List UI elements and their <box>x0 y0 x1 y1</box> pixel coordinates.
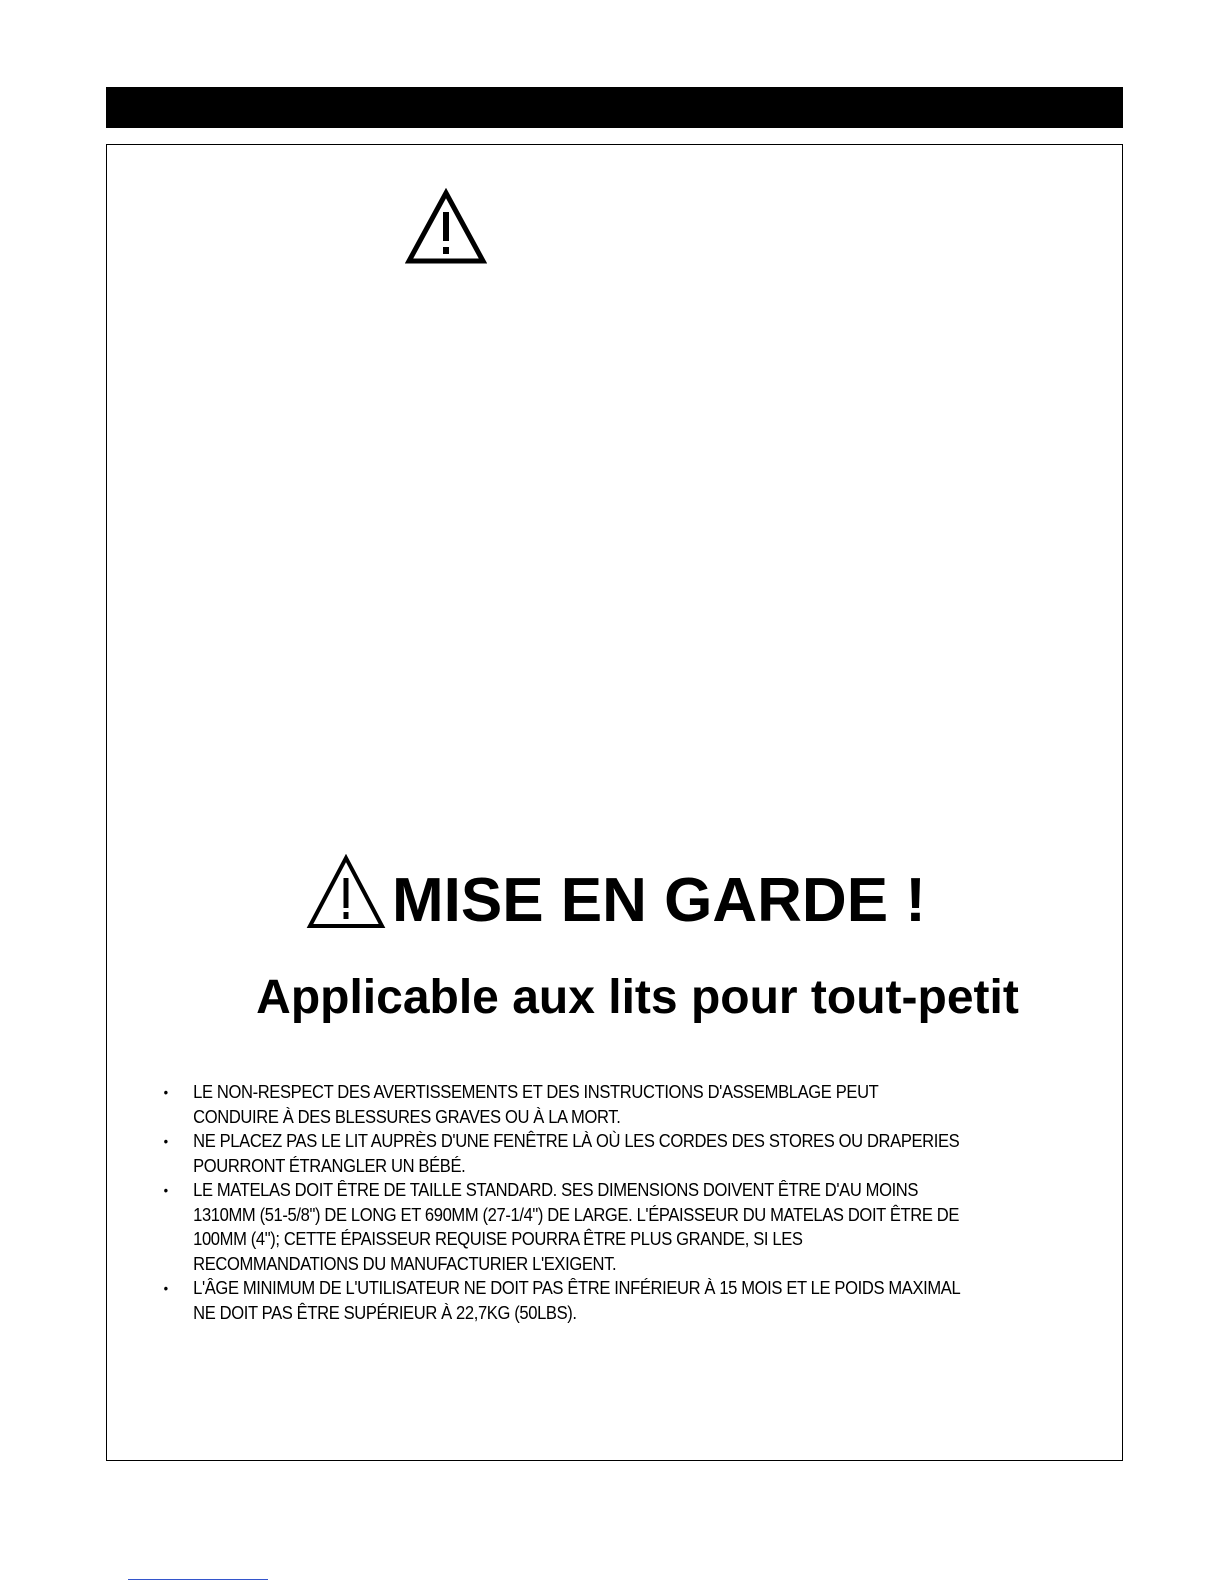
warnings-list <box>160 1080 1080 1325</box>
bullet: • <box>163 1133 168 1149</box>
bullet: • <box>163 1182 168 1198</box>
warning-line: LE NON-RESPECT DES AVERTISSEMENTS ET DES INSTRUCTIONS D'ASSEMBLAGE PEUT <box>193 1082 879 1102</box>
heading-subtitle: Applicable aux lits pour tout-petit <box>256 971 1019 1024</box>
warning-heading <box>306 852 926 935</box>
warning-item <box>160 1178 1113 1276</box>
warning-line: NE DOIT PAS ÊTRE SUPÉRIEUR À 22,7KG (50LBS). <box>193 1302 577 1323</box>
warning-line: LE MATELAS DOIT ÊTRE DE TAILLE STANDARD. SES DIMENSIONS DOIVENT ÊTRE D'AU MOINS <box>193 1180 919 1200</box>
warning-item <box>160 1129 1113 1178</box>
warning-line: 1310MM (51-5/8") DE LONG ET 690MM (27-1/4") DE LARGE. L'ÉPAISSEUR DU MATELAS DOIT ÊTRE DE <box>193 1204 960 1225</box>
warning-triangle-icon <box>405 188 487 266</box>
bullet: • <box>163 1280 168 1296</box>
warning-item <box>160 1080 1113 1129</box>
warning-line: L'ÂGE MINIMUM DE L'UTILISATEUR NE DOIT PAS ÊTRE INFÉRIEUR À 15 MOIS ET LE POIDS MAXIMAL <box>193 1278 961 1298</box>
header-bar <box>106 87 1123 128</box>
warning-line: CONDUIRE À DES BLESSURES GRAVES OU À LA MORT. <box>193 1106 621 1127</box>
warning-line: 100MM (4"); CETTE ÉPAISSEUR REQUISE POURRA ÊTRE PLUS GRANDE, SI LES <box>193 1229 803 1249</box>
warning-line: POURRONT ÉTRANGLER UN BÉBÉ. <box>193 1155 466 1176</box>
warning-triangle-icon <box>306 854 386 930</box>
bullet: • <box>163 1084 168 1100</box>
warning-line: RECOMMANDATIONS DU MANUFACTURIER L'EXIGENT. <box>193 1253 617 1274</box>
warning-item <box>160 1276 1113 1325</box>
heading-title: MISE EN GARDE ! <box>392 866 926 935</box>
footer-link-underline <box>128 1579 268 1580</box>
warning-line: NE PLACEZ PAS LE LIT AUPRÈS D'UNE FENÊTRE LÀ OÙ LES CORDES DES STORES OU DRAPERIES <box>193 1131 960 1151</box>
